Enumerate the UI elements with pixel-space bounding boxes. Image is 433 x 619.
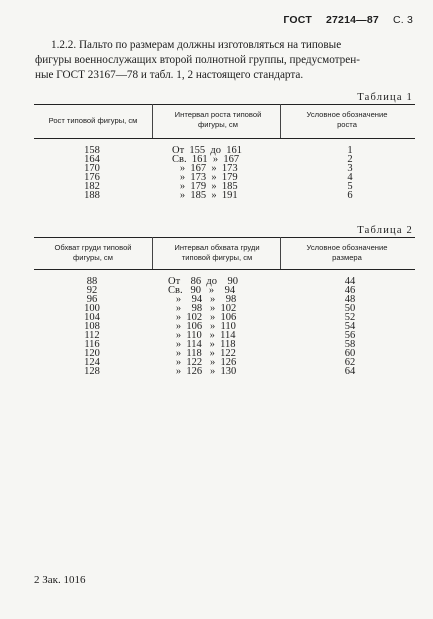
- table2-cell: 44: [344, 276, 356, 287]
- paragraph-1-2-2: [35, 38, 418, 83]
- table2-cell: 46: [344, 285, 356, 296]
- table2-cell: От 86 до 90: [168, 276, 239, 287]
- table2-cell: 56: [344, 330, 356, 341]
- table1-cell: 3: [347, 163, 353, 174]
- table1-col-divider: [152, 104, 153, 138]
- table2-cell: 52: [344, 312, 356, 323]
- table2-header-chest: Обхват груди типовой фигуры, см: [54, 243, 132, 262]
- table1-cell: 170: [84, 163, 100, 174]
- table1-col-divider: [280, 104, 281, 138]
- table2-cell: 116: [84, 339, 100, 350]
- table1-cell: 182: [84, 181, 100, 192]
- table2-col-interval: [168, 277, 280, 376]
- table2-top-rule: [34, 237, 415, 238]
- table1-cell: 2: [347, 154, 353, 165]
- standard-label: ГОСТ: [283, 14, 312, 26]
- table2-cell: 124: [84, 357, 100, 368]
- table1-cell: 5: [347, 181, 353, 192]
- table1: [34, 104, 415, 208]
- table2-caption: Таблица 2: [357, 225, 413, 236]
- table2-cell: » 94 » 98: [168, 294, 237, 305]
- table2-cell: » 122 » 126: [168, 357, 237, 368]
- paragraph-line: фигуры военнослужащих второй полнотной группы, предусмотрен-: [35, 54, 360, 66]
- table1-cell: 1: [347, 145, 353, 156]
- table1-cell: 4: [347, 172, 353, 183]
- table2-cell: » 102 » 106: [168, 312, 237, 323]
- table2-cell: Св. 90 » 94: [168, 285, 236, 296]
- table2-cell: » 114 » 118: [168, 339, 236, 350]
- table1-col-interval: [172, 146, 282, 200]
- table1-caption: Таблица 1: [357, 92, 413, 103]
- table2-cell: 112: [84, 330, 100, 341]
- table1-cell: » 173 » 179: [172, 172, 238, 183]
- paragraph-line: ные ГОСТ 23167—78 и табл. 1, 2 настоящего стандарта.: [35, 69, 304, 81]
- table2-cell: » 106 » 110: [168, 321, 236, 332]
- table2-cell: 120: [84, 348, 100, 359]
- table1-header-height: Рост типовой фигуры, см: [48, 116, 138, 125]
- table2-col-size: [330, 277, 370, 376]
- table2-cell: 128: [84, 366, 100, 377]
- table2-col-divider: [280, 237, 281, 269]
- table2-cell: 48: [344, 294, 356, 305]
- table2-cell: » 118 » 122: [168, 348, 236, 359]
- table2-col-chest: [72, 277, 112, 376]
- table2-cell: » 110 » 114: [168, 330, 236, 341]
- table1-cell: 158: [84, 145, 100, 156]
- table2: [34, 237, 415, 387]
- table1-col-code: [330, 146, 370, 200]
- table1-cell: 6: [347, 190, 353, 201]
- table1-cell: От 155 до 161: [172, 145, 243, 156]
- table2-cell: 64: [344, 366, 356, 377]
- table2-header-rule: [34, 269, 415, 270]
- table2-cell: 96: [86, 294, 98, 305]
- table1-cell: 164: [84, 154, 100, 165]
- table2-cell: 100: [84, 303, 100, 314]
- table2-cell: 50: [344, 303, 356, 314]
- table2-cell: 92: [86, 285, 98, 296]
- table1-col-height: [72, 146, 112, 200]
- table2-header-interval: Интервал обхвата груди типовой фигуры, см: [174, 243, 260, 262]
- table2-cell: 62: [344, 357, 356, 368]
- table2-cell: 60: [344, 348, 356, 359]
- table2-cell: 54: [344, 321, 356, 332]
- paragraph-line: 1.2.2. Пальто по размерам должны изготовляться на типовые: [51, 39, 342, 51]
- table1-cell: » 167 » 173: [172, 163, 238, 174]
- table1-header-rule: [34, 138, 415, 139]
- table1-cell: Св. 161 » 167: [172, 154, 240, 165]
- table1-cell: » 185 » 191: [172, 190, 238, 201]
- page-header: [283, 14, 413, 26]
- table2-cell: 108: [84, 321, 100, 332]
- table2-cell: » 98 » 102: [168, 303, 237, 314]
- table2-cell: 58: [344, 339, 356, 350]
- table1-cell: 176: [84, 172, 100, 183]
- table2-header-size: Условное обозначение размера: [306, 243, 388, 262]
- page-number: С. 3: [392, 14, 413, 26]
- table2-col-divider: [152, 237, 153, 269]
- footer-order-number: 2 Зак. 1016: [34, 574, 86, 586]
- standard-number: 27214—87: [325, 14, 379, 26]
- table2-cell: 104: [84, 312, 100, 323]
- table1-header-interval: Интервал роста типовой фигуры, см: [174, 110, 262, 129]
- table2-cell: » 126 » 130: [168, 366, 237, 377]
- table1-cell: 188: [84, 190, 100, 201]
- table1-header-code: Условное обозначение роста: [306, 110, 388, 129]
- table1-cell: » 179 » 185: [172, 181, 238, 192]
- table2-cell: 88: [86, 276, 98, 287]
- table1-top-rule: [34, 104, 415, 105]
